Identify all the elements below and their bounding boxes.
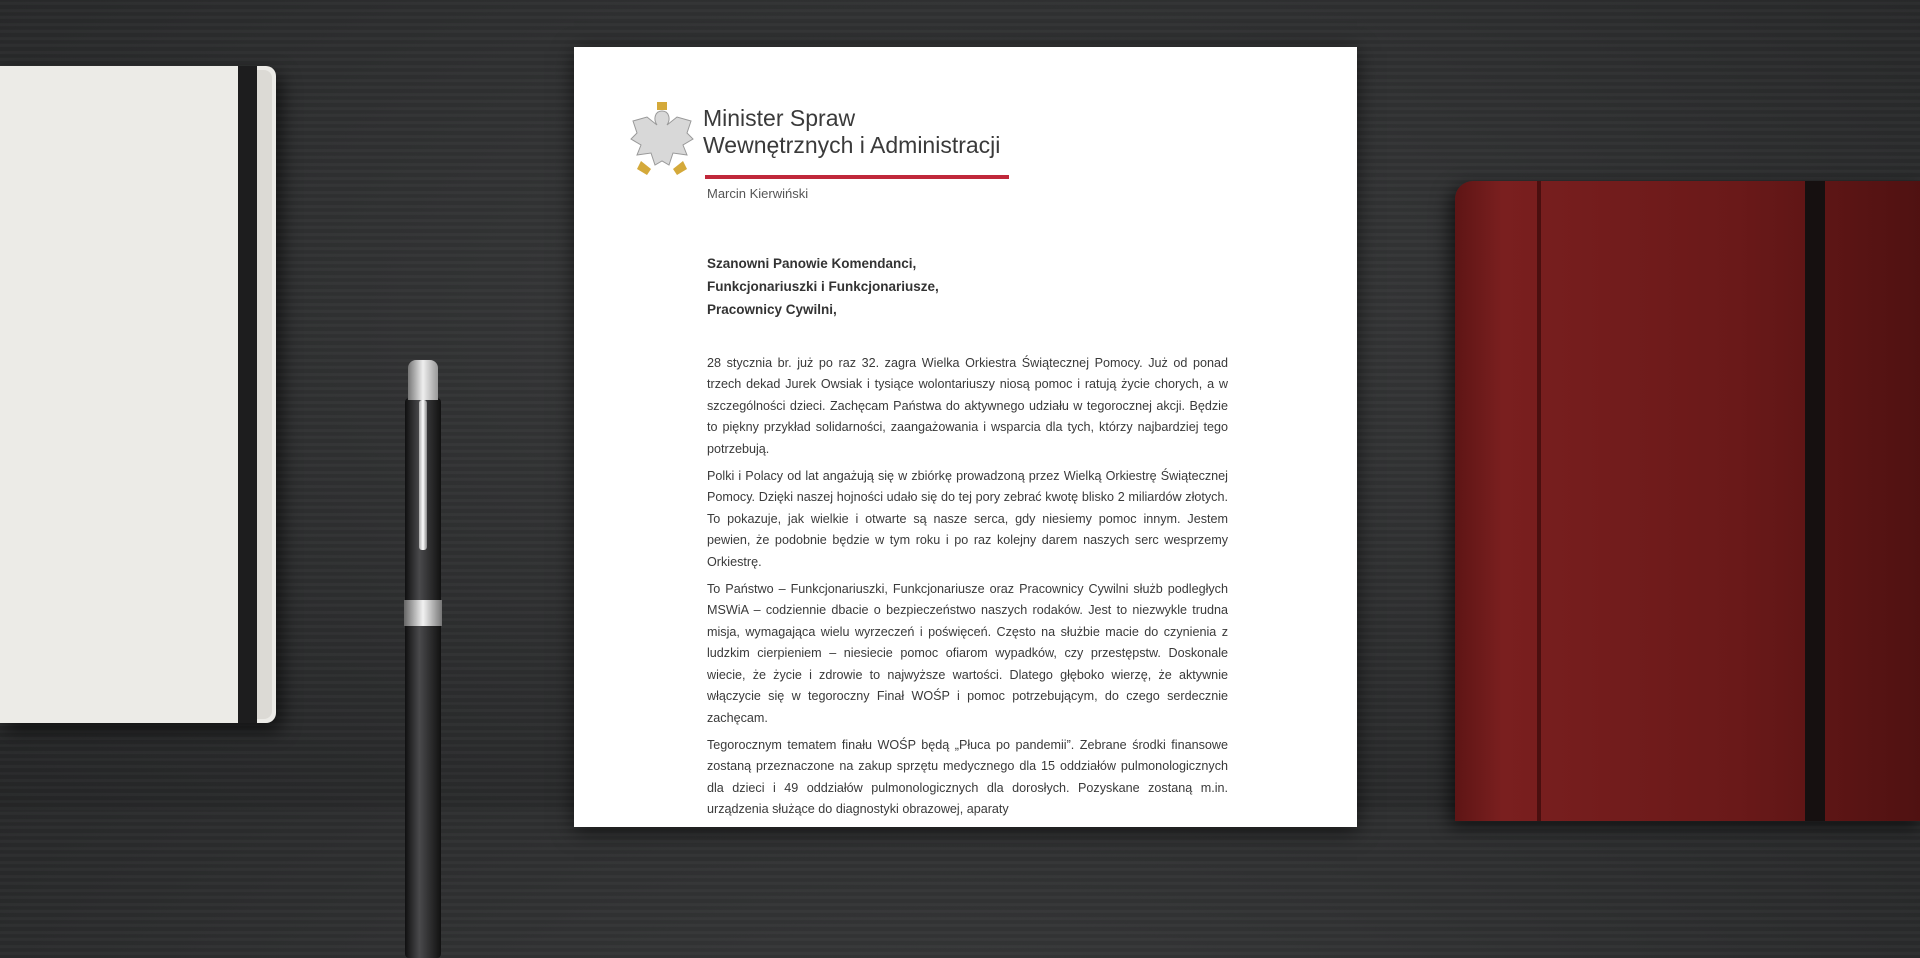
fountain-pen (402, 360, 444, 820)
paragraph: 28 stycznia br. już po raz 32. zagra Wielka Orkiestra Świątecznej Pomocy. Już od ponad trzech dekad Jurek Owsiak i tysiące wolontariuszy niosą pomoc i ratują życie chorych, a w szczególności dzieci. Zachęcam Państwa do aktywnego udziału w tegorocznej akcji. Będzie to piękny przykład solidarności, zaangażowania i wsparcia dla tych, którzy najbardziej tego potrzebują. (707, 356, 1228, 456)
paragraph: Polki i Polacy od lat angażują się w zbiórkę prowadzoną przez Wielką Orkiestrę Świątecznej Pomocy. Dzięki naszej hojności udało się do tej pory zebrać kwotę blisko 2 miliardów złotych. To pokazuje, jak wielkie i otwarte są nasze serca, gdy niesiemy pomoc innym. Jestem pewien, że podobnie będzie w tym roku i po raz kolejny darem naszych serc wesprzemy Orkiestrę. (707, 469, 1228, 569)
book-strap (1805, 181, 1825, 821)
letter-body (707, 353, 1228, 827)
signatory-name: Marcin Kierwiński (707, 186, 809, 201)
notebook-page-edge (257, 70, 272, 719)
header-divider (705, 175, 1009, 179)
polish-eagle-emblem-icon (627, 99, 697, 179)
red-book (1455, 181, 1920, 821)
greeting: Szanowni Panowie Komendanci, Funkcjonariuszki i Funkcjonariusze, Pracownicy Cywilni, (707, 256, 939, 317)
ministry-title: Minister Spraw Wewnętrznych i Administracji (703, 105, 1001, 158)
notebook (0, 66, 276, 723)
letter-document (574, 47, 1357, 827)
paragraph: To Państwo – Funkcjonariuszki, Funkcjonariusze oraz Pracownicy Cywilni służb podległych MSWiA – codziennie dbacie o bezpieczeństwo naszych rodaków. Jest to niezwykle trudna misja, wymagająca wielu wyrzeczeń i poświęceń. Często na służbie macie do czynienia z ludzkim cierpieniem – niesiecie pomoc ofiarom wypadków, czy przestępstw. Doskonale wiecie, że życie i zdrowie to najwyższe wartości. Dlatego głęboko wierzę, że aktywnie włączycie się w tegoroczny Finał WOŚP i pomoc potrzebującym, do czego serdecznie zachęcam. (707, 582, 1228, 725)
paragraph: Tegorocznym tematem finału WOŚP będą „Płuca po pandemii”. Zebrane środki finansowe zostaną przeznaczone na zakup sprzętu medycznego dla 15 oddziałów pulmonologicznych dla dzieci i 49 oddziałów pulmonologicznych dla dorosłych. Pozyskane zostaną m.in. urządzenia służące do diagnostyki obrazowej, aparaty (707, 737, 1228, 817)
notebook-elastic-band (238, 66, 257, 723)
